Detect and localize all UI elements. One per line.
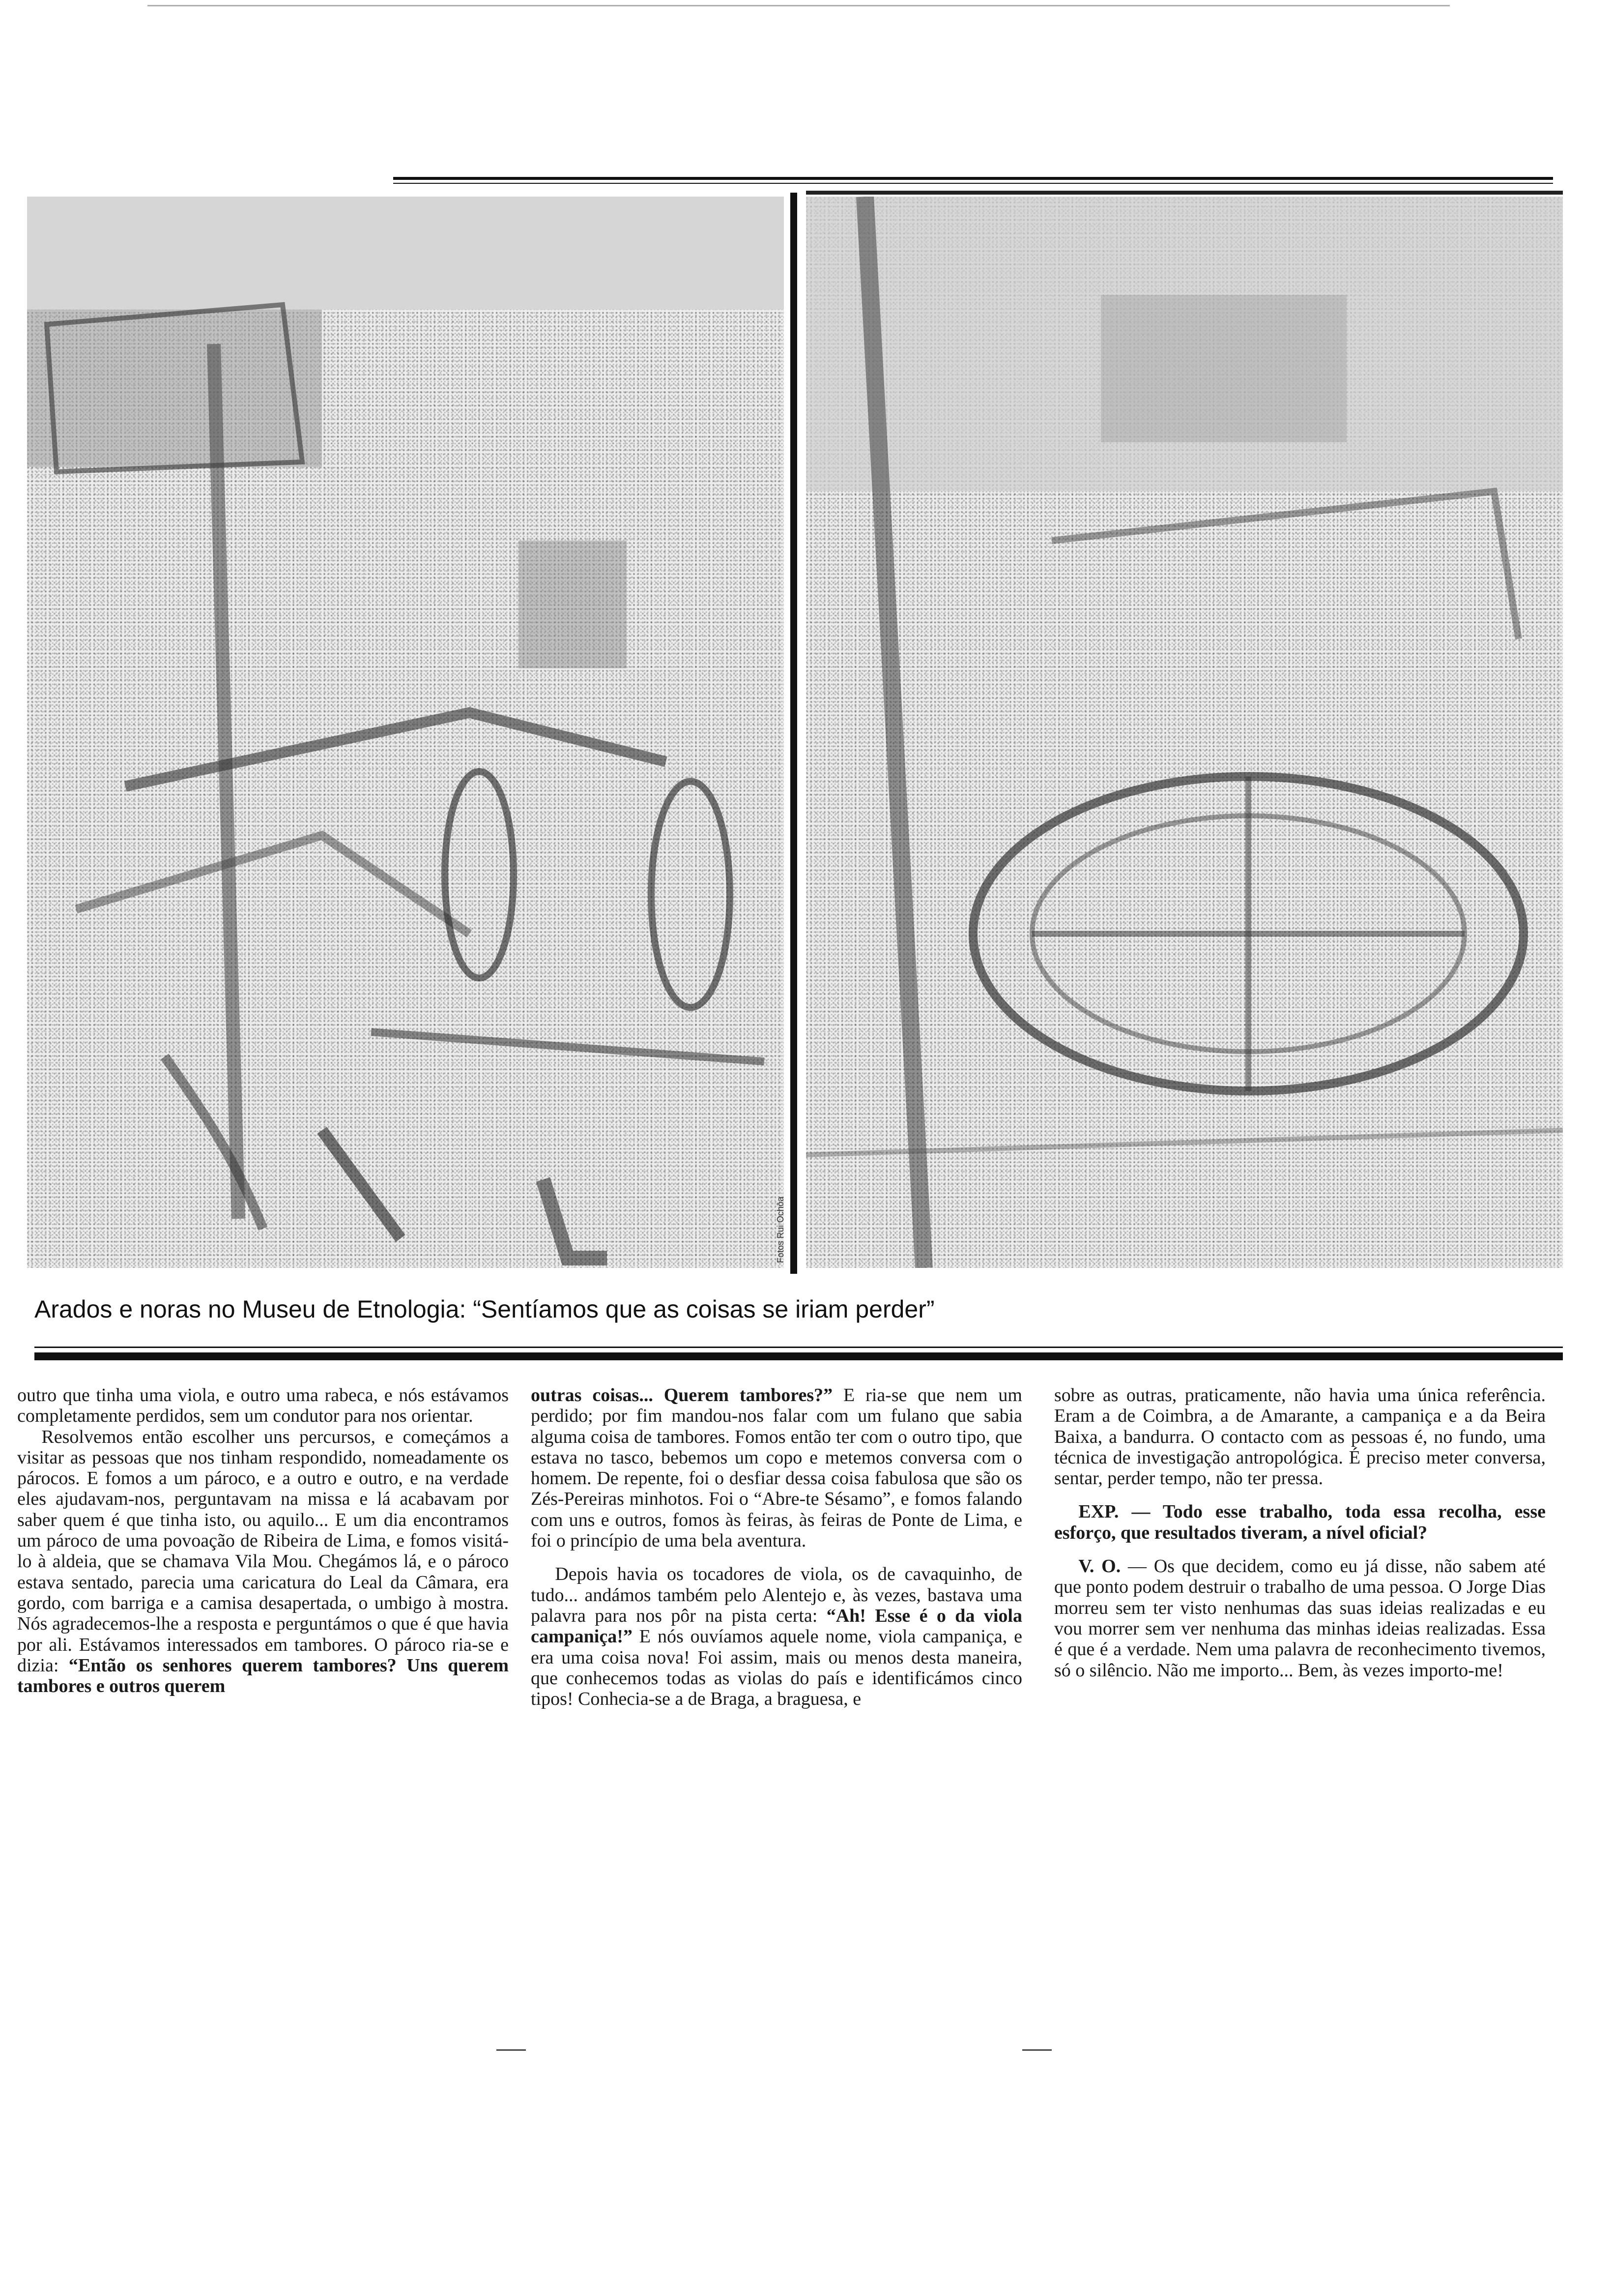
top-rule-thin bbox=[393, 183, 1553, 184]
col2-paragraph-2 bbox=[531, 1564, 1022, 1709]
col2-paragraph-2-end: E nós ouvíamos aquele nome, viola campaniça, e era uma coisa nova! Foi assim, mais ou menos desta maneira, que conhecemos todas as violas do país e identificámos cinco tipos! Conhecia-se a de Braga, a braguesa, e bbox=[531, 1626, 1022, 1710]
col1-end-rule bbox=[496, 2049, 526, 2051]
article-column-1 bbox=[17, 1385, 509, 1696]
nora-illustration bbox=[806, 197, 1563, 1268]
answer-text: — Os que decidem, como eu já disse, não sabem até que ponto podem destruir o trabalho de uma pessoa. O Jorge Dias morreu sem ter visto nenhumas das suas ideias realizadas e eu vou morrer sem ver nenhuma das minhas ideias realizadas. Essa é que é a verdade. Nem uma palavra de reconhecimento tivemos, só o silêncio. Não me importo... Bem, às vezes importo-me! bbox=[1054, 1556, 1546, 1681]
col2-paragraph-1-quote: outras coisas... Querem tambores?” bbox=[531, 1385, 833, 1406]
col2-paragraph-1-text: E ria-se que nem um perdido; por fim mandou-nos falar com um fulano que sabia alguma coisa de tambores. Fomos então ter com o outro tipo, que estava no tasco, bebemos um copo e metemos conversa com o homem. De repente, foi o desfiar dessa coisa fabulosa que são os Zés-Pereiras minhotos. Foi o “Abre-te Sésamo”, e fomos falando com uns e outros, fomos às feiras, às feiras de Ponte de Lima, e foi o princípio de uma bela aventura. bbox=[531, 1385, 1022, 1551]
col2-end-rule bbox=[1022, 2049, 1052, 2051]
col1-paragraph-2-text: Resolvemos então escolher uns percursos, e começámos a visitar as pessoas que nos tinham respondido, nomeadamente os párocos. E fomos a um pároco, e a outro e outro, e na verdade eles ajudavam-nos, perguntavam na missa e lá acabavam por saber quem é que tinha isto, ou aquilo... E um dia encontramos um pároco de uma povoação de Ribeira de Lima, e fomos visitá-lo à aldeia, que se chamava Vila Mou. Chegámos lá, e o pároco estava sentado, parecia uma caricatura do Leal da Câmara, era gordo, com barriga e a camisa desapertada, o umbigo à mostra. Nós agradecemos-lhe a resposta e perguntámos o que é que havia por ali. Estávamos interessados em tambores. O pároco ria-se e dizia: bbox=[17, 1426, 509, 1676]
col3-paragraph-1: sobre as outras, praticamente, não havia uma única referência. Eram a de Coimbra, a de Amarante, a campaniça e a da Beira Baixa, a bandurra. O contacto com as pessoas é, no fundo, uma técnica de investigação antropológica. É preciso meter conversa, sentar, perder tempo, não ter pressa. bbox=[1054, 1385, 1546, 1489]
interview-question bbox=[1054, 1501, 1546, 1543]
col2-paragraph-1 bbox=[531, 1385, 1022, 1551]
caption-rule-thin bbox=[34, 1347, 1563, 1348]
photo-top-border bbox=[806, 191, 1563, 195]
top-rule-thick bbox=[393, 177, 1553, 180]
photo-divider bbox=[790, 193, 797, 1274]
photo-ploughs bbox=[27, 197, 784, 1268]
col2-paragraph-2-start: Depois havia os tocadores de viola, os de cavaquinho, de tudo... andámos também pelo Alentejo e, às vezes, bastava uma palavra para nos pôr na pista certa: bbox=[531, 1564, 1022, 1626]
article-column-3 bbox=[1054, 1385, 1546, 1681]
col2-paragraph-2-quote: “Ah! Esse é o da viola campaniça!” bbox=[531, 1605, 1022, 1647]
answer-label: V. O. bbox=[1078, 1556, 1121, 1577]
photo-caption: Arados e noras no Museu de Etnologia: “Sentíamos que as coisas se iriam perder” bbox=[34, 1295, 935, 1323]
top-scan-line bbox=[147, 5, 1450, 6]
col1-paragraph-1: outro que tinha uma viola, e outro uma rabeca, e nós estávamos completamente perdidos, sem um condutor para nos orientar. bbox=[17, 1385, 509, 1427]
interview-answer bbox=[1054, 1556, 1546, 1681]
question-text: Todo esse trabalho, toda essa recolha, esse esforço, que resultados tiveram, a nível oficial? bbox=[1054, 1501, 1546, 1543]
photo-nora bbox=[806, 197, 1563, 1268]
col1-paragraph-2-quote: “Então os senhores querem tambores? Uns querem tambores e outros querem bbox=[17, 1655, 509, 1697]
question-label: EXP. — bbox=[1078, 1501, 1151, 1522]
caption-rule-thick bbox=[34, 1352, 1563, 1360]
photo-credit: Fotos Rui Ochôa bbox=[776, 1196, 785, 1263]
article-column-2 bbox=[531, 1385, 1022, 1709]
col1-paragraph-2 bbox=[17, 1427, 509, 1697]
ploughs-illustration bbox=[27, 197, 784, 1268]
